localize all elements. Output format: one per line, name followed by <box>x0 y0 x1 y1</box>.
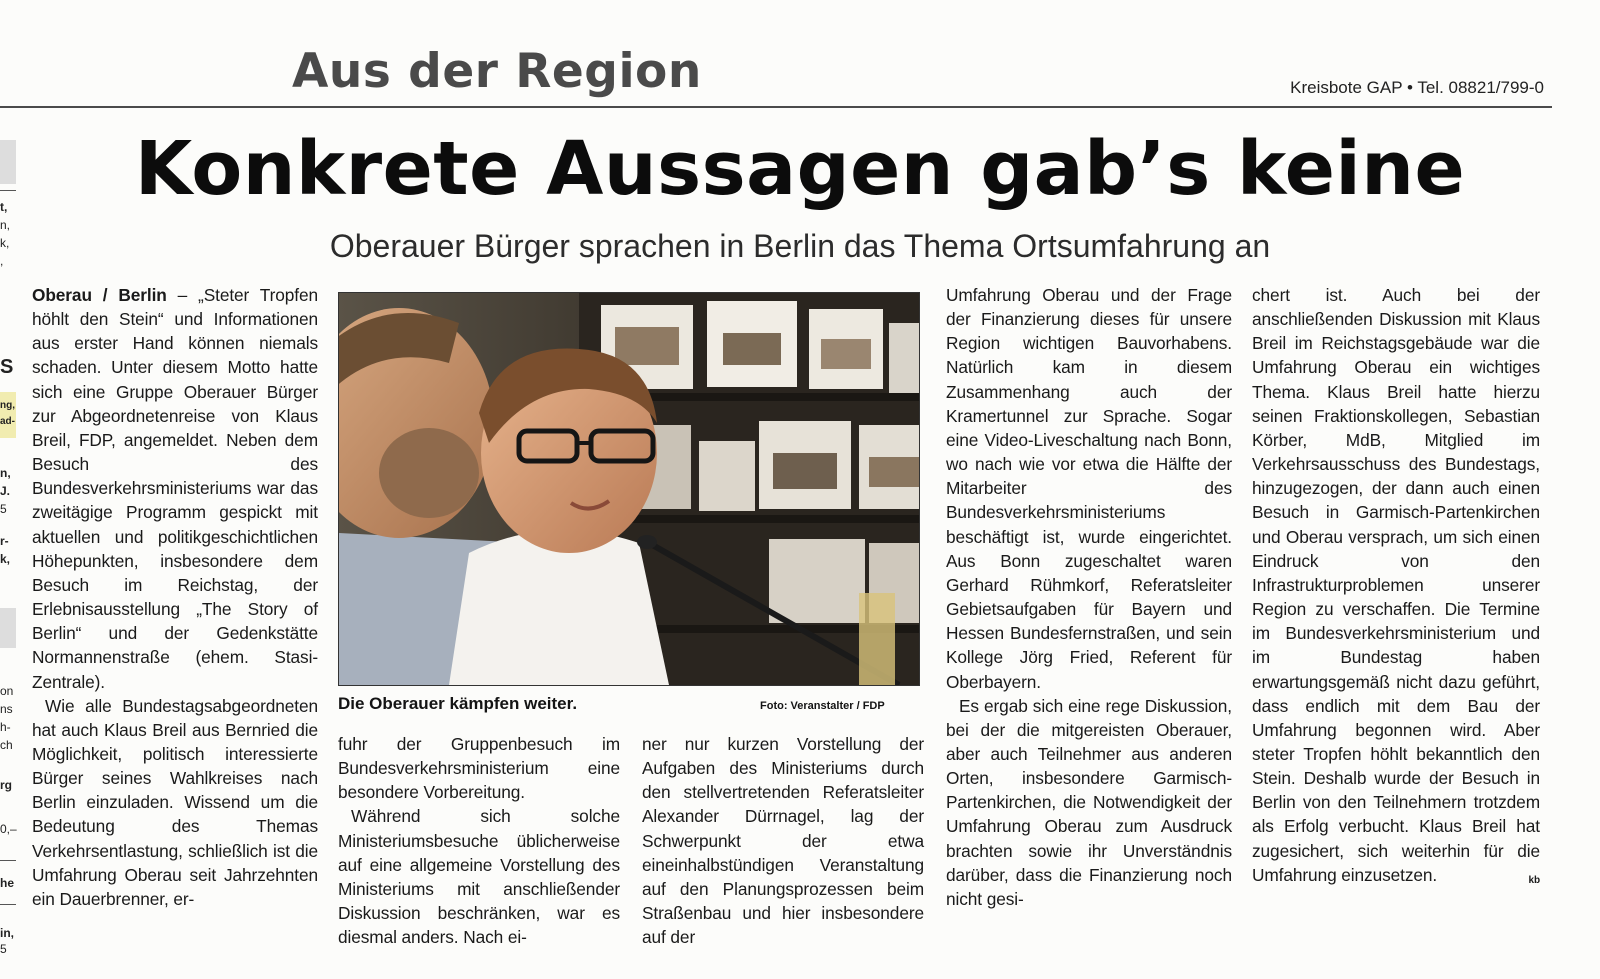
paragraph: Es ergab sich eine rege Diskussion, bei der die mitgereisten Oberauer, aber auch Teilnehmer aus anderen Orten, insbesondere Garmisch-Partenkirchen, die Notwendigkeit der Umfahrung Oberau zum Ausdruck brachten sowie ihr Unverständnis darüber, dass die Finanzierung noch nicht gesi- <box>946 695 1232 909</box>
left-strip-fragment: on <box>0 684 14 698</box>
left-strip-fragment: r- <box>0 534 9 548</box>
dateline: Oberau / Berlin <box>32 285 167 305</box>
left-strip-divider <box>0 904 16 905</box>
article-column-1 <box>32 283 318 911</box>
left-strip-fragment: he <box>0 876 15 890</box>
photo-illustration <box>339 293 919 685</box>
left-strip-box <box>0 608 16 648</box>
left-strip-fragment: in, <box>0 926 14 940</box>
left-strip-fragment: ng, <box>0 400 15 411</box>
paragraph: Wie alle Bundestagsabgeordneten hat auch Klaus Breil aus Bernried die Möglichkeit, politisch interessierte Bürger seines Wahlkreises nach Berlin einzuladen. Wissend um die Bedeutung des Themas Verkehrsentlastung, schließlich ist die Umfahrung Oberau seit Jahrzehnten ein Dauerbrenner, er- <box>32 695 318 909</box>
article-subheadline: Oberauer Bürger sprachen in Berlin das Thema Ortsumfahrung an <box>329 228 1271 264</box>
article-headline: Konkrete Aussagen gab’s keine <box>134 126 1466 212</box>
article-column-3 <box>642 732 924 949</box>
left-strip-fragment: ad- <box>0 416 15 427</box>
left-strip-fragment: 5 <box>0 942 7 956</box>
left-strip-divider <box>0 860 16 861</box>
article-column-5 <box>1252 283 1540 893</box>
left-strip-fragment: J. <box>0 484 11 498</box>
left-strip-fragment: k, <box>0 552 11 566</box>
section-title: Aus der Region <box>292 44 702 99</box>
left-strip-fragment: ns <box>0 702 13 716</box>
author-sign: kb <box>1528 874 1540 886</box>
article-column-4 <box>946 283 1232 911</box>
left-strip-fragment: rg <box>0 778 12 792</box>
left-strip-fragment: 5 <box>0 502 7 516</box>
paragraph: ner nur kurzen Vorstellung der Aufgaben des Ministeriums durch den stellvertretenden Referatsleiter Alexander Dürrnagel, lag der Schwerpunkt der etwa eineinhalbstündigen Veranstaltung auf den Planungsprozessen beim Straßenbau und hier insbesondere auf der <box>642 734 924 948</box>
left-strip-fragment: S <box>0 356 14 378</box>
left-strip-fragment: n, <box>0 218 11 232</box>
paragraph: Während sich solche Ministeriumsbesuche üblicherweise auf eine allgemeine Vorstellung des Ministeriums mit anschließender Diskussion beschränken, war es diesmal anders. Nach ei- <box>338 806 620 948</box>
article-column-2 <box>338 732 620 949</box>
left-strip-fragment: , <box>0 254 4 268</box>
paragraph: chert ist. Auch bei der anschließenden Diskussion mit Klaus Breil im Reichstagsgebäude war die Umfahrung Oberau ein wichtiges Thema. Klaus Breil hatte hierzu seinen Fraktionskollegen, Sebastian Körber, MdB, Mitglied im Verkehrsausschuss des Bundestags, hinzugezogen, der dann auch einen Besuch in Garmisch-Partenkirchen und Oberau versprach, um sich einen Eindruck von den Infrastrukturproblemen unserer Region zu verschaffen. Die Termine im Bundesverkehrsministerium und im Bundestag haben erwartungsgemäß nicht dazu geführt, dass endlich mit dem Bau der Umfahrung begonnen wird. Aber steter Tropfen höhlt bekanntlich den Stein. Deshalb wurde der Besuch in Berlin von den Teilnehmern trotzdem als Erfolg verbucht. Klaus Breil hat zugesichert, sich weiterhin für die Umfahrung einzusetzen. <box>1252 285 1540 885</box>
paragraph: Umfahrung Oberau und der Frage der Finanzierung dieses für unsere Region wichtigen Bauvorhabens. Natürlich kam in diesem Zusammenhang auch der Kramertunnel zur Sprache. Sogar eine Video-Liveschaltung nach Bonn, wo nach wie vor etwa die Hälfte der Mitarbeiter des Bundesverkehrsministeriums beschäftigt ist, wurde eingerichtet. Aus Bonn zugeschaltet waren Gerhard Rühmkorf, Referatsleiter Gebietsaufgaben für Bayern und Hessen Bundesfernstraßen, und sein Kollege Jörg Fried, Referent für Oberbayern. <box>946 285 1232 692</box>
left-strip-fragment: k, <box>0 236 10 250</box>
paragraph: fuhr der Gruppenbesuch im Bundesverkehrsministerium eine besondere Vorbereitung. <box>338 734 620 803</box>
article-photo <box>338 292 920 686</box>
left-strip-fragment: 0,– <box>0 822 17 836</box>
left-strip-fragment: ch <box>0 738 13 752</box>
header-rule <box>0 106 1552 108</box>
left-strip-fragment: h- <box>0 720 11 734</box>
photo-credit: Foto: Veranstalter / FDP <box>760 700 885 712</box>
paragraph: – „Steter Tropfen höhlt den Stein“ und Informationen aus erster Hand können niemals schaden. Unter diesem Motto hatte sich eine Gruppe Oberauer Bürger zur Abgeordnetenreise von Klaus Breil, FDP, angemeldet. Neben dem Besuch des Bundesverkehrsministeriums war das zweitägige Programm gespickt mit aktuellen und politikgeschichtlichen Höhepunkten, insbesondere dem Besuch im Reichstag, der Erlebnisausstellung „The Story of Berlin“ und der Gedenkstätte Normannenstraße (ehem. Stasi-Zentrale). <box>32 285 318 692</box>
left-strip-fragment: n, <box>0 466 11 480</box>
photo-caption: Die Oberauer kämpfen weiter. <box>338 694 578 713</box>
publication-info: Kreisbote GAP • Tel. 08821/799-0 <box>1290 78 1544 97</box>
left-strip-fragment: t, <box>0 200 8 214</box>
